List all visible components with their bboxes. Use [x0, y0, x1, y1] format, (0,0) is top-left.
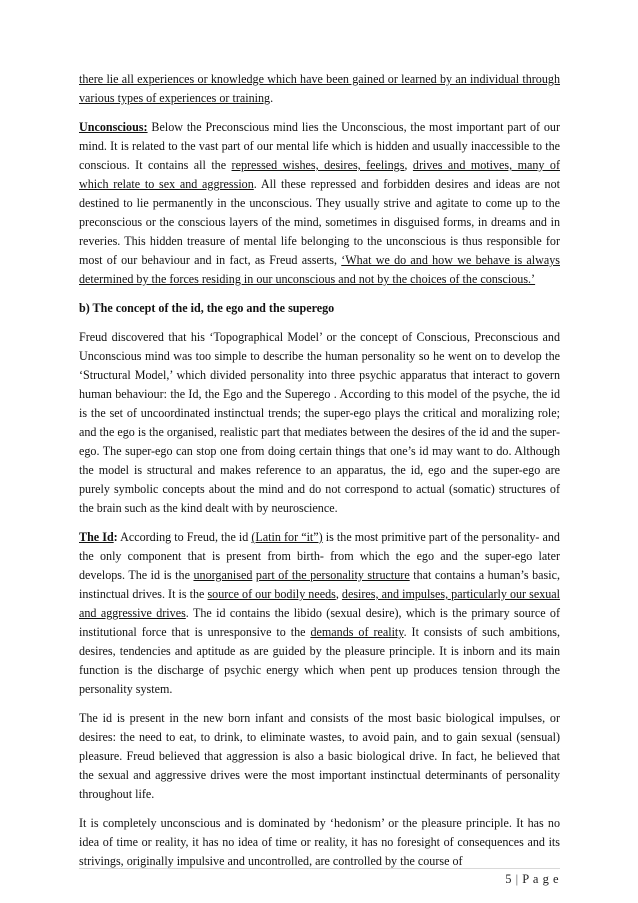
page-number: 5	[505, 872, 513, 886]
underlined-text: drives and motives, many of which relate to sex and aggression	[79, 158, 561, 191]
page-label: P a g e	[522, 872, 559, 886]
underlined-text: there lie all experiences or knowledge which have been gained or learned by an individual through various types of experiences or training	[79, 72, 560, 105]
page-footer	[505, 872, 559, 887]
underlined-text: part of the personality structure	[255, 568, 410, 582]
section-heading: b) The concept of the id, the ego and the superego	[79, 301, 335, 315]
paragraph-experiences	[79, 70, 560, 108]
paragraph-unconscious	[79, 118, 560, 289]
underlined-text: desires, and impulses, particularly our sexual and aggressive drives	[79, 587, 561, 620]
paragraph-the-id	[79, 528, 560, 699]
term-unconscious: Unconscious:	[79, 120, 148, 134]
document-page	[79, 70, 560, 881]
text-span: .	[270, 91, 274, 105]
underlined-text: demands of reality	[310, 625, 404, 639]
term-the-id: The Id	[79, 530, 114, 544]
paragraph-newborn: The id is present in the new born infant and consists of the most basic biological impulses, or desires: the need to eat, to drink, to eliminate wastes, to avoid pain, and to gain sexual (sensual) pleasure. Freud believed that aggression is also a basic biological drive. In fact, he believed that the sexual and aggressive drives were the most important instinctual determinants of personality throughout life.	[79, 711, 560, 801]
underlined-text: (Latin for “it”)	[251, 530, 323, 544]
underlined-text: unorganised	[193, 568, 253, 582]
underlined-text: source of our bodily needs	[207, 587, 336, 601]
text-span: is the most primitive part of the personality- and the only component that is present from birth- from which the ego and the super-ego later develops. The id is the	[79, 530, 560, 582]
text-span: . The id contains the libido (sexual desire), which is the primary source of institutional force that is unresponsive to the	[79, 606, 560, 639]
text-span: that contains a human’s basic, instinctual drives. It is the	[79, 568, 560, 601]
text-span: ,	[404, 158, 413, 172]
footer-divider	[79, 868, 560, 869]
term-colon: :	[113, 530, 118, 544]
text-span: . It consists of such ambitions, desires, tendencies and aptitude as are guided by the pleasure principle. It is inborn and its main function is the discharge of psychic energy which when pent up produces tension through the personality system.	[79, 625, 561, 696]
text-span: ,	[335, 587, 342, 601]
footer-separator: |	[512, 872, 523, 886]
freud-quote: ‘What we do and how we behave is always determined by the forces residing in our unconscious and not by the choices of the conscious.’	[79, 253, 560, 286]
underlined-text: repressed wishes, desires, feelings	[231, 158, 405, 172]
text-span: . All these repressed and forbidden desires and ideas are not destined to lie permanently in the unconscious. They usually strive and agitate to come up to the preconscious or the conscious layers of the mind, sometimes in disguised forms, in dreams and in reveries. This hidden treasure of mental life belonging to the unconscious is thus responsible for most of our behaviour and in fact, as Freud asserts,	[79, 177, 560, 267]
text-span: Below the Preconscious mind lies the Unconscious, the most important part of our mind. It is related to the vast part of our mental life which is hidden and usually inaccessible to the conscious. It contains all the	[79, 120, 560, 172]
paragraph-hedonism: It is completely unconscious and is dominated by ‘hedonism’ or the pleasure principle. It has no idea of time or reality, it has no idea of time or reality, it has no foresight of consequences and its strivings, originally impulsive and uncontrolled, are controlled by the course of	[79, 816, 560, 868]
paragraph-structural-model: Freud discovered that his ‘Topographical Model’ or the concept of Conscious, Preconscious and Unconscious mind was too simple to describe the human personality so he went on to develop the ‘Structural Model,’ which divided personality into three psychic apparatus that interact to govern human behaviour: the Id, the Ego and the Superego . According to this model of the psyche, the id is the set of uncoordinated instinctual trends; the super-ego plays the critical and moralizing role; and the ego is the organised, realistic part that mediates between the desires of the id and the super-ego. The super-ego can stop one from doing certain things that one’s id may want to do. Although the model is structural and makes reference to an apparatus, the id, ego and the super-ego are purely symbolic concepts about the mind and do not correspond to actual (somatic) structures of the brain such as the kind dealt with by neuroscience.	[79, 330, 560, 515]
text-span: According to Freud, the id	[117, 530, 252, 544]
